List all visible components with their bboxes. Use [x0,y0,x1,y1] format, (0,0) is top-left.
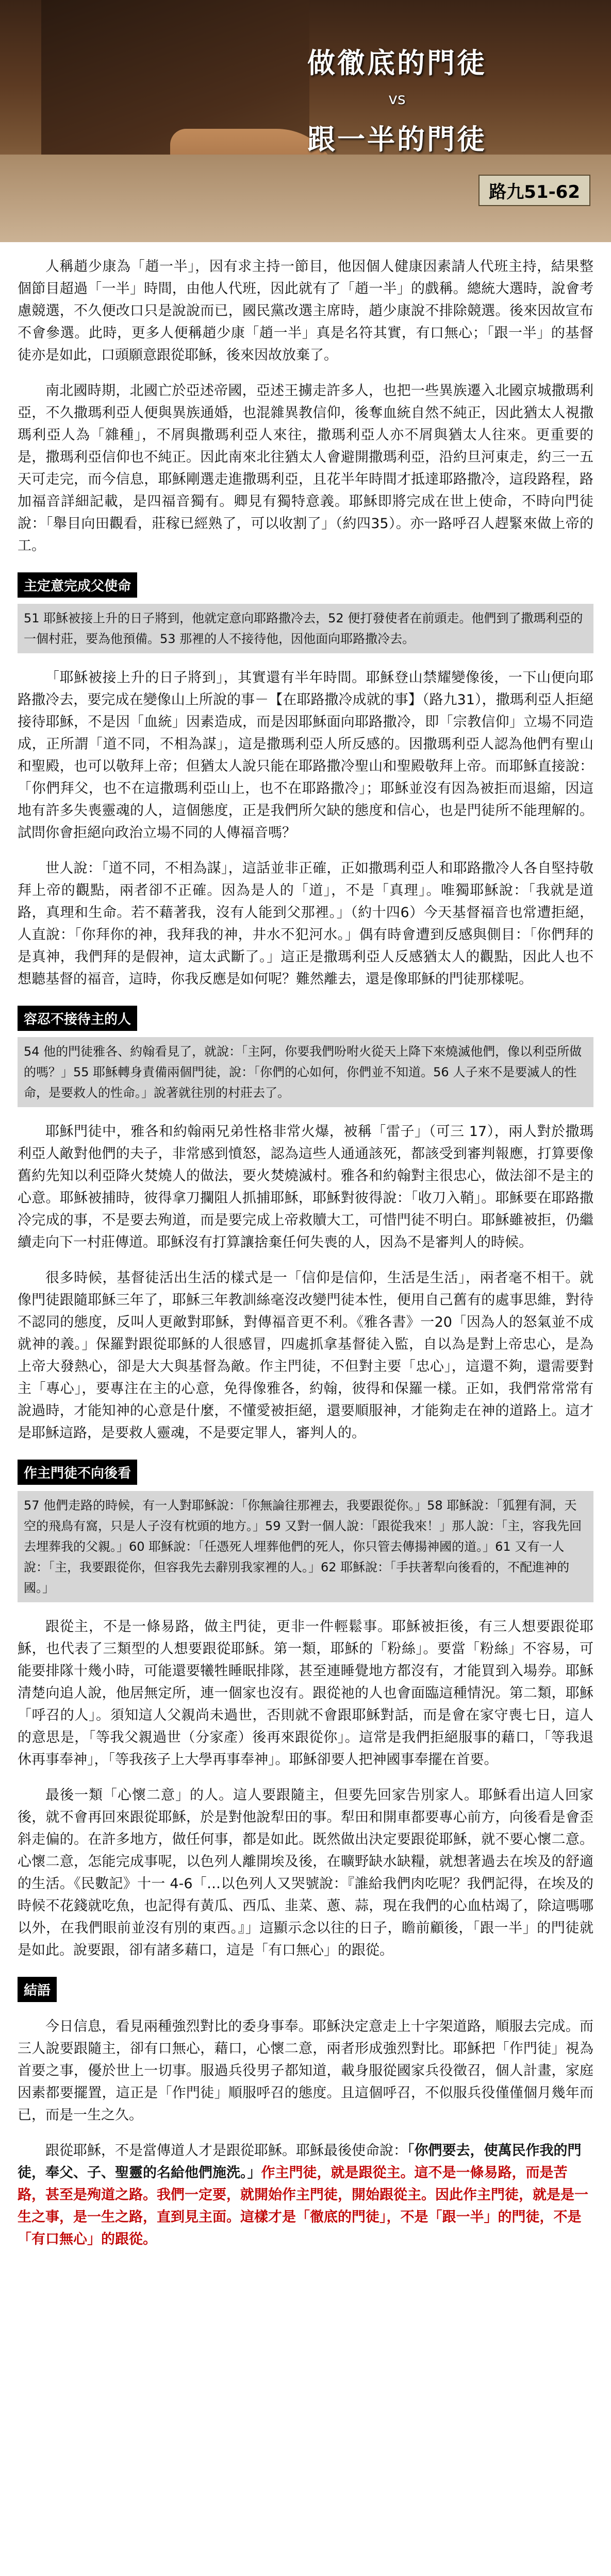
section-title: 作主門徒不向後看 [18,1460,137,1485]
hero-reference: 路九51-62 [478,175,590,206]
section-paragraph: 耶穌門徒中，雅各和約翰兩兄弟性格非常火爆，被稱「雷子」（可三 17），兩人對於撒瑪利亞人敵對他們的夫子，非常感到憤怒，認為這些人通通該死，都該受到審判報應，打算要像舊約先知以利亞降火焚燒人的做法，要火焚燒滅村。雅各和約翰對主很忠心，做法卻不是主的心意。耶穌被捕時，彼得拿刀攔阻人抓捕耶穌，耶穌對彼得說：「收刀入鞘」。耶穌要在耶路撒冷完成的事，不是要去殉道，而是要完成上帝救贖大工，可惜門徒不明白。耶穌雖被拒，仍繼續走向下一村莊傳道。耶穌沒有打算讓捨棄任何失喪的人，因為不是審判人的時候。 [18,1124,593,1250]
section-paragraph: 今日信息，看見兩種強烈對比的委身事奉。耶穌決定意走上十字架道路，順服去完成。而三人說要跟隨主，卻有口無心，藉口，心懷二意，兩者形成強烈對比。耶穌把「作門徒」視為首要之事，優於世上一切事。服過兵役男子都知道，載身服從國家兵役徵召，個人計畫，家庭因素都要擺置，這正是「作門徒」順服呼召的態度。且這個呼召，不似服兵役僅僅個月幾年而已，而是一生之久。 [18,2019,593,2123]
article-body [0,256,611,2266]
section-paragraph: 很多時候，基督徒活出生活的樣式是一「信仰是信仰，生活是生活」，兩者毫不相干。就像門徒跟隨耶穌三年了，耶穌三年教訓絲毫沒改變門徒本性，便用自己舊有的處事思維，對待不認同的態度，反叫人更敵對耶穌，對傳福音更不利。《雅各書》一20「因為人的怒氣並不成就神的義。」保羅對跟從耶穌的人很感冒，四處抓拿基督徒入監，自以為是對上帝忠心，是為上帝大發熱心，卻是大大與基督為敵。作主門徒，不但對主要「忠心」，這還不夠，還需要對主「專心」，要專注在主的心意，免得像雅各，約翰，彼得和保羅一樣。正如，我們常常常有說過時，才能知神的心意是什麼，不懂愛被拒絕，還要順服神，才能夠走在神的道路上。這才是耶穌這路，是要救人靈魂，不是要定罪人，審判人的。 [18,1270,593,1441]
closing-lead: 跟從耶穌，不是當傳道人才是跟從耶穌。耶穌最後使命說： [45,2143,407,2159]
closing-emphasis: 作主門徒，就是跟從主。這不是一條易路，而是苦路，甚至是殉道之路。我們一定要，就開始作主門徒，開始跟從主。因此作主門徒，就是是一生之事，是一生之路，直到見主面。這樣才是「徹底的門徒」，不是「跟一半」的門徒，不是「有口無心」的跟從。 [18,2165,588,2247]
scripture-box: 51 耶穌被接上升的日子將到，他就定意向耶路撒冷去，52 便打發使者在前頭走。他們到了撒瑪利亞的一個村莊，要為他預備。53 那裡的人不接待他，因他面向耶路撒冷去。 [18,604,593,653]
section-paragraph: 「耶穌被接上升的日子將到」，其實還有半年時間。耶穌登山禁耀變像後，一下山便向耶路撒冷去，要完成在變像山上所說的事－【在耶路撒冷成就的事】（路九31），撒瑪利亞人拒絕接待耶穌，不是因「血統」因素造成，而是因耶穌面向耶路撒冷，即「宗教信仰」立場不同造成，正所謂「道不同，不相為謀」，這是撒瑪利亞人所反感的。因撒瑪利亞人認為他們有聖山和聖殿，也可以敬拜上帝；但猶太人說只能在耶路撒冷聖山和聖殿敬拜上帝。而耶穌直接說：「你們拜父，也不在這撒瑪利亞山上，也不在耶路撒冷」；耶穌並沒有因為被拒而退縮，因這地有許多失喪靈魂的人，這個態度，正是我們所欠缺的態度和信心，也是門徒所不能理解的。試問你會拒絕向政治立場不同的人傳福音嗎？ [18,670,593,841]
closing-paragraph [18,2140,593,2250]
intro-paragraph-2: 南北國時期，北國亡於亞述帝國，亞述王擄走許多人，也把一些異族遷入北國京城撒瑪利亞，不久撒瑪利亞人便與異族通婚，也混雜異教信仰，後奪血統自然不純正，因此猶太人視撒瑪利亞人為「雜種」，不屑與撒瑪利亞人來往，撒瑪利亞人亦不屑與猶太人往來。更重要的是，撒瑪利亞信仰也不純正。因此南來北往猶太人會避開撒瑪利亞，沿約旦河東走，約三一五天可走完，而今信息，耶穌剛選走進撒瑪利亞，且花半年時間才抵達耶路撒冷，這段路程，路加福音詳細記載，是四福音獨有。卿見有獨特意義。耶穌即將完成在世上使命，不時向門徒說：「舉目向田觀看，莊稼已經熟了，可以收割了」（約四35）。亦一路呼召人趕緊來做上帝的工。 [18,383,593,554]
section-title: 容忍不接待主的人 [18,1006,137,1031]
section-paragraph: 世人說：「道不同，不相為謀」，這話並非正確，正如撒瑪利亞人和耶路撒冷人各自堅持敬拜上帝的觀點，兩者卻不正確。因為是人的「道」，不是「真理」。唯獨耶穌說：「我就是道路，真理和生命。若不藉著我，沒有人能到父那裡。」（約十四6）今天基督福音也常遭拒絕，人直說：「你拜你的神，我拜我的神，井水不犯河水。」偶有時會遭到反感與側目：「你們拜的是真神，我們拜的是假神，這太武斷了。」這正是撒瑪利亞人反感猶太人的觀點，因此人也不想聽基督的福音，這時，你我反應是如何呢？難然離去，還是像耶穌的門徒那樣呢。 [18,860,593,987]
scripture-box: 57 他們走路的時候，有一人對耶穌說：「你無論往那裡去，我要跟從你。」58 耶穌說：「狐狸有洞，天空的飛鳥有窩，只是人子沒有枕頭的地方。」59 又對一個人說：「跟從我來！」那人說：「主，容我先回去埋葬我的父親。」60 耶穌說：「任憑死人埋葬他們的死人，你只管去傳揚神國的道。」61 又有一人說：「主，我要跟從你，但容我先去辭別我家裡的人。」62 耶穌說：「手扶著犁向後看的，不配進神的國。」 [18,1491,593,1602]
hero-vs: vs [388,90,406,108]
scripture-box: 54 他的門徒雅各、約翰看見了，就說：「主阿，你要我們吩咐火從天上降下來燒滅他們，像以利亞所做的嗎？」55 耶穌轉身責備兩個門徒，說：「你們的心如何，你們並不知道。56 人子來不是要滅人的性命，是要救人的性命。」說著就往別的村莊去了。 [18,1037,593,1107]
closing-quote: 「你們要去，使萬民作我的門徒，奉父、子、聖靈的名給他們施洗。」 [18,2143,582,2181]
section-paragraph: 跟從主，不是一條易路，做主門徒，更非一件輕鬆事。耶穌被拒後，有三人想要跟從耶穌，也代表了三類型的人想要跟從耶穌。第一類，耶穌的「粉絲」。要當「粉絲」不容易，可能要排隊十幾小時，可能還要犧牲睡眠排隊，甚至連睡覺地方都沒有，才能買到入場券。耶穌清楚向追人說，他居無定所，連一個家也沒有。跟從祂的人也會面臨這種情況。第二類，耶穌「呼召的人」。須知這人父親尚未過世，否則就不會跟耶穌對話，而是會在家守喪七日，這人的意思是，「等我父親過世（分家產）後再來跟從你」。這常是我們拒絕服事的藉口，「等我退休再事奉神」，「等我孩子上大學再事奉神」。耶穌卻要人把神國事奉擺在首要。 [18,1619,593,1768]
intro-paragraph-1: 人稱趙少康為「趙一半」，因有求主持一節目，他因個人健康因素請人代班主持，結果整個節目超過「一半」時間，由他人代班，因此就有了「趙一半」的戲稱。總統大選時，說會考慮競選，不久便改口只是說說而已，國民黨改選主席時，趙少康說不排除競選。後來因故宣布不會參選。此時，更多人便稱趙少康「趙一半」真是名符其實，有口無心；「跟一半」的基督徒亦是如此，口頭願意跟從耶穌，後來因故放棄了。 [18,259,593,363]
section-title: 結語 [18,1977,57,2002]
hero-banner [0,0,611,242]
section-paragraph: 最後一類「心懷二意」的人。這人要跟隨主，但要先回家告別家人。耶穌看出這人回家後，就不會再回來跟從耶穌，於是對他說犁田的事。犁田和開車都要專心前方，向後看是會歪斜走偏的。在許多地方，做任何事，都是如此。既然做出決定要跟從耶穌，就不要心懷二意。心懷二意，怎能完成事呢，以色列人離開埃及後，在曠野缺水缺糧，就想著過去在埃及的舒適的生活。《民數記》十一 4-6「…以色列人又哭號說：『誰給我們肉吃呢？我們記得，在埃及的時候不花錢就吃魚，也記得有黃瓜、西瓜、韭菜、蔥、蒜，現在我們的心血枯竭了，除這嗎哪以外，在我們眼前並沒有別的東西。』」這顯示念以往的日子，瞻前顧後，「跟一半」的門徒就是如此。說要跟，卻有諸多藉口，這是「有口無心」的跟從。 [18,1787,593,1958]
hero-subtitle: 跟一半的門徒 [307,123,487,156]
section-title: 主定意完成父使命 [18,572,137,598]
hero-title: 做徹底的門徒 [307,47,487,79]
